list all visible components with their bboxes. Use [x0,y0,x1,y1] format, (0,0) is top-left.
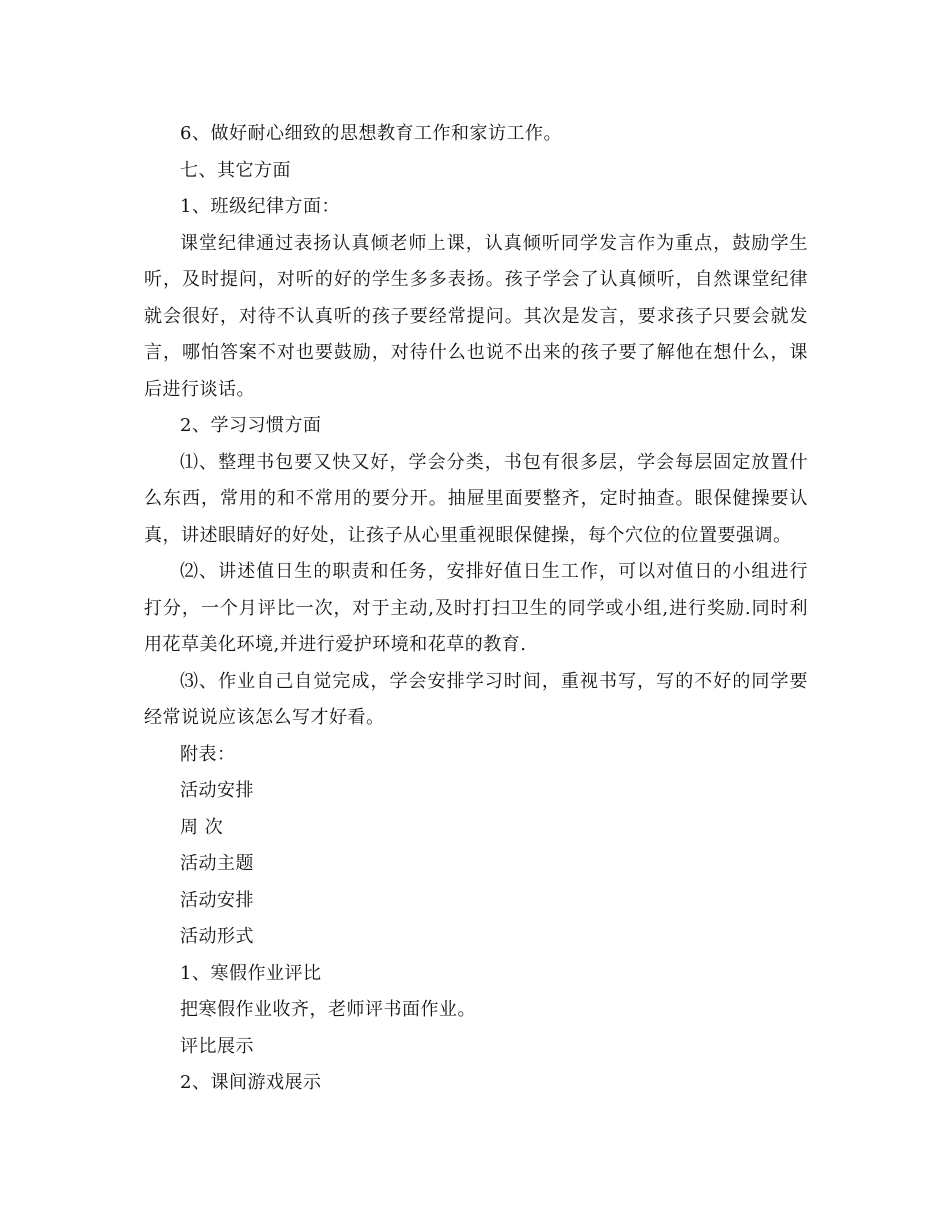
paragraph-home-visit: 6、做好耐心细致的思想教育工作和家访工作。 [180,123,562,144]
appendix-item: 活动主题 [180,853,254,874]
subheading-class-discipline: 1、班级纪律方面： [180,196,340,217]
appendix-title: 附表： [180,743,236,765]
appendix-item: 1、寒假作业评比 [180,962,322,984]
appendix-item: 周 次 [180,816,224,838]
appendix-item: 活动形式 [180,926,254,947]
subheading-study-habits: 2、学习习惯方面 [180,415,322,436]
paragraph-schoolbag: ⑴、整理书包要又快又好，学会分类，书包有很多层，学会每层固定放置什么东西，常用的和不常用的要分开。抽屉里面要整齐，定时抽查。眼保健操要认真，讲述眼睛好的好处，让孩子从心里重视眼保健操，每个穴位的位置要强调。 [144,451,808,546]
appendix-item: 活动安排 [180,780,254,801]
section-heading-other: 七、其它方面 [180,159,291,181]
document-body [144,116,808,1102]
paragraph-class-discipline: 课堂纪律通过表扬认真倾老师上课，认真倾听同学发言作为重点，鼓励学生听，及时提问，对听的好的学生多多表扬。孩子学会了认真倾听，自然课堂纪律就会很好，对待不认真听的孩子要经常提问。其次是发言，要求孩子只要会就发言，哪怕答案不对也要鼓励，对待什么也说不出来的孩子要了解他在想什么，课后进行谈话。 [144,232,808,400]
paragraph-duty-students: ⑵、讲述值日生的职责和任务，安排好值日生工作，可以对值日的小组进行打分，一个月评比一次，对于主动,及时打扫卫生的同学或小组,进行奖励.同时利用花草美化环境,并进行爱护环境和花草的教育. [144,561,808,655]
paragraph-homework: ⑶、作业自己自觉完成，学会安排学习时间，重视书写，写的不好的同学要经常说说应该怎么写才好看。 [144,670,808,728]
appendix-item: 把寒假作业收齐，老师评书面作业。 [180,999,476,1020]
appendix-item: 活动安排 [180,889,254,911]
appendix-item: 评比展示 [180,1035,254,1057]
appendix-item: 2、课间游戏展示 [180,1072,322,1093]
